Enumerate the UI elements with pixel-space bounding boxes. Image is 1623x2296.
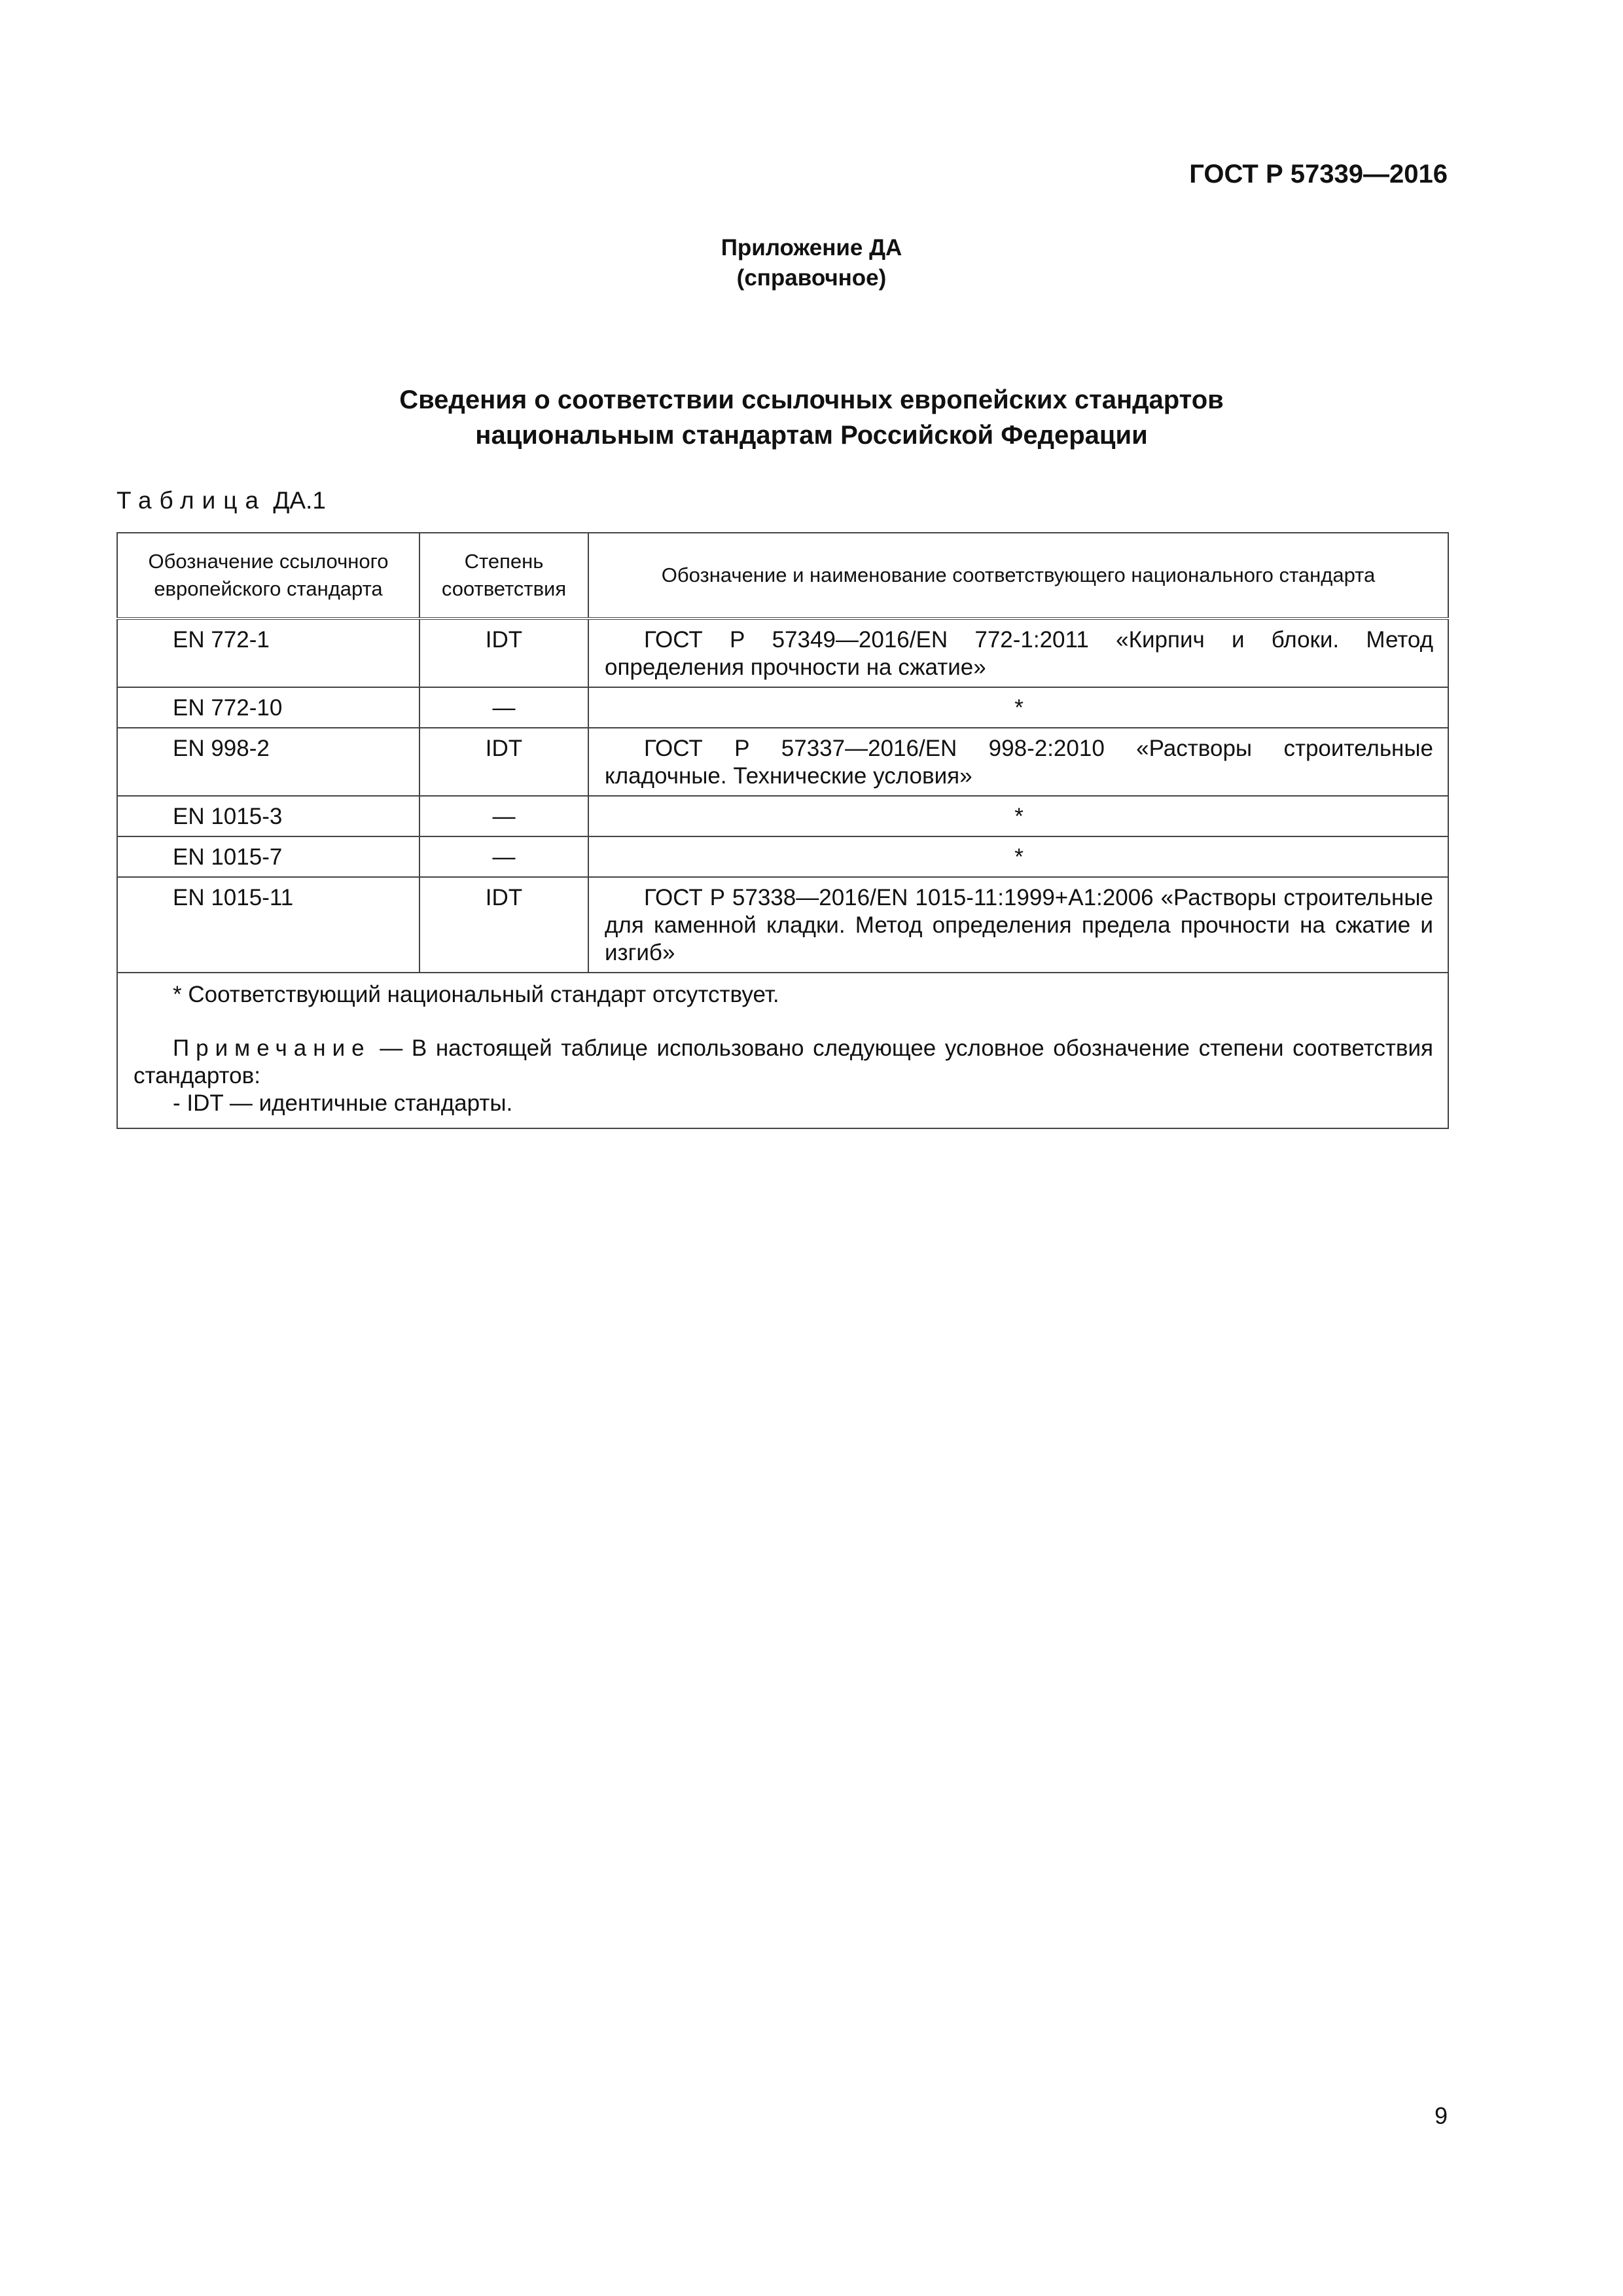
table-caption (116, 487, 326, 514)
appendix-kind: (справочное) (736, 265, 887, 291)
title-line-2: национальным стандартам Российской Федерации (475, 421, 1148, 450)
header-col1-line1: Обозначение ссылочного (148, 550, 389, 573)
row-degree: — (419, 796, 588, 836)
appendix-title: Приложение ДА (721, 235, 902, 260)
page-title (0, 382, 1623, 453)
row-degree: IDT (419, 728, 588, 796)
document-code: ГОСТ Р 57339—2016 (1189, 160, 1448, 188)
row-standard: * (588, 687, 1448, 728)
table-header-row (117, 533, 1448, 619)
header-national-standard: Обозначение и наименование соответствующего национального стандарта (588, 533, 1448, 619)
note-item: - IDT — идентичные стандарты. (173, 1090, 513, 1116)
table-row (117, 796, 1448, 836)
table-notes (117, 973, 1448, 1128)
row-degree: IDT (419, 619, 588, 687)
correspondence-table (116, 532, 1449, 1129)
table-row (117, 619, 1448, 687)
row-degree: IDT (419, 877, 588, 973)
row-standard: * (588, 836, 1448, 877)
header-degree (419, 533, 588, 619)
header-col2-line2: соответствия (441, 577, 567, 600)
note-text: — В настоящей таблице использовано следующее условное обозначение степени соответствия стандартов: (134, 1035, 1433, 1088)
row-code: EN 998-2 (117, 728, 419, 796)
row-standard (588, 877, 1448, 973)
table-note (134, 1035, 1433, 1090)
header-col1-line2: европейского стандарта (154, 577, 383, 600)
page-number: 9 (1434, 2102, 1448, 2129)
row-standard: * (588, 796, 1448, 836)
row-code: EN 772-10 (117, 687, 419, 728)
header-col2-line1: Степень (464, 550, 544, 573)
table-row (117, 728, 1448, 796)
row-standard (588, 619, 1448, 687)
note-word: Примечание (173, 1035, 371, 1061)
row-code: EN 1015-11 (117, 877, 419, 973)
header-european-standard (117, 533, 419, 619)
table-notes-row (117, 973, 1448, 1128)
table-caption-number: ДА.1 (273, 487, 326, 514)
row-code: EN 772-1 (117, 619, 419, 687)
row-degree: — (419, 836, 588, 877)
table-footnote: * Соответствующий национальный стандарт отсутствует. (173, 982, 779, 1007)
row-standard-text: ГОСТ Р 57337—2016/EN 998-2:2010 «Растворы строительные кладочные. Технические условия» (605, 736, 1433, 789)
row-degree: — (419, 687, 588, 728)
row-code: EN 1015-7 (117, 836, 419, 877)
row-standard (588, 728, 1448, 796)
row-code: EN 1015-3 (117, 796, 419, 836)
row-standard-text: ГОСТ Р 57338—2016/EN 1015-11:1999+А1:2006 «Растворы строительные для каменной кладки. Метод определения предела прочности на сжатие и изгиб» (605, 885, 1433, 965)
row-standard-text: ГОСТ Р 57349—2016/EN 772-1:2011 «Кирпич и блоки. Метод определения прочности на сжатие» (605, 627, 1433, 680)
table-row (117, 836, 1448, 877)
table-row (117, 877, 1448, 973)
title-line-1: Сведения о соответствии ссылочных европейских стандартов (399, 386, 1224, 414)
table-caption-word: Таблица (116, 487, 267, 514)
appendix-heading (0, 233, 1623, 293)
table-row (117, 687, 1448, 728)
